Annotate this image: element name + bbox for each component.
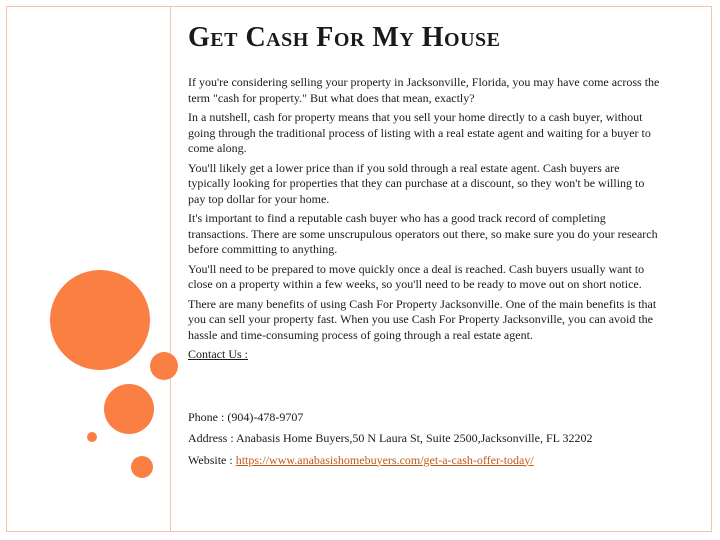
page-title: Get Cash For My House: [188, 22, 501, 53]
paragraph: In a nutshell, cash for property means that you sell your home directly to a cash buyer, without going through the traditional process of listing with a real estate agent and waiting for a buyer to come along.: [188, 110, 651, 155]
contact-info: [188, 410, 660, 469]
vertical-divider: [170, 6, 171, 532]
website-label: Website :: [188, 452, 236, 467]
contact-website: [188, 453, 660, 469]
decorative-circle-small-2: [131, 456, 153, 478]
decorative-circle-tiny: [87, 432, 97, 442]
paragraph: You'll need to be prepared to move quickly once a deal is reached. Cash buyers usually want to close on a property within a few weeks, so you'll need to be ready to move out on short notice.: [188, 261, 645, 291]
contact-phone: Phone : (904)-478-9707: [188, 409, 304, 424]
website-link[interactable]: https://www.anabasishomebuyers.com/get-a-cash-offer-today/: [235, 452, 534, 467]
paragraph: It's important to find a reputable cash buyer who has a good track record of completing transactions. There are some unscrupulous operators out there, so make sure you do your research before committing to anything.: [188, 211, 658, 256]
content-body: [188, 75, 660, 474]
paragraph: If you're considering selling your property in Jacksonville, Florida, you may have come across the term "cash for property." But what does that mean, exactly?: [188, 75, 660, 105]
contact-address: Address : Anabasis Home Buyers,50 N Laura St, Suite 2500,Jacksonville, FL 32202: [188, 431, 593, 445]
decorative-circle-small: [150, 352, 178, 380]
paragraph: You'll likely get a lower price than if you sold through a real estate agent. Cash buyers are typically looking for properties that they can purchase at a discount, so they won't be willing to pay top dollar for your home.: [188, 160, 645, 206]
decorative-circle-large: [50, 270, 150, 370]
paragraph: There are many benefits of using Cash For Property Jacksonville. One of the main benefits is that you can sell your property fast. When you use Cash For Property Jacksonville, you can avoid the hassle and time-consuming process of going through a real estate agent.: [188, 296, 657, 342]
contact-heading: Contact Us :: [188, 347, 248, 361]
decorative-circle-medium: [104, 384, 154, 434]
